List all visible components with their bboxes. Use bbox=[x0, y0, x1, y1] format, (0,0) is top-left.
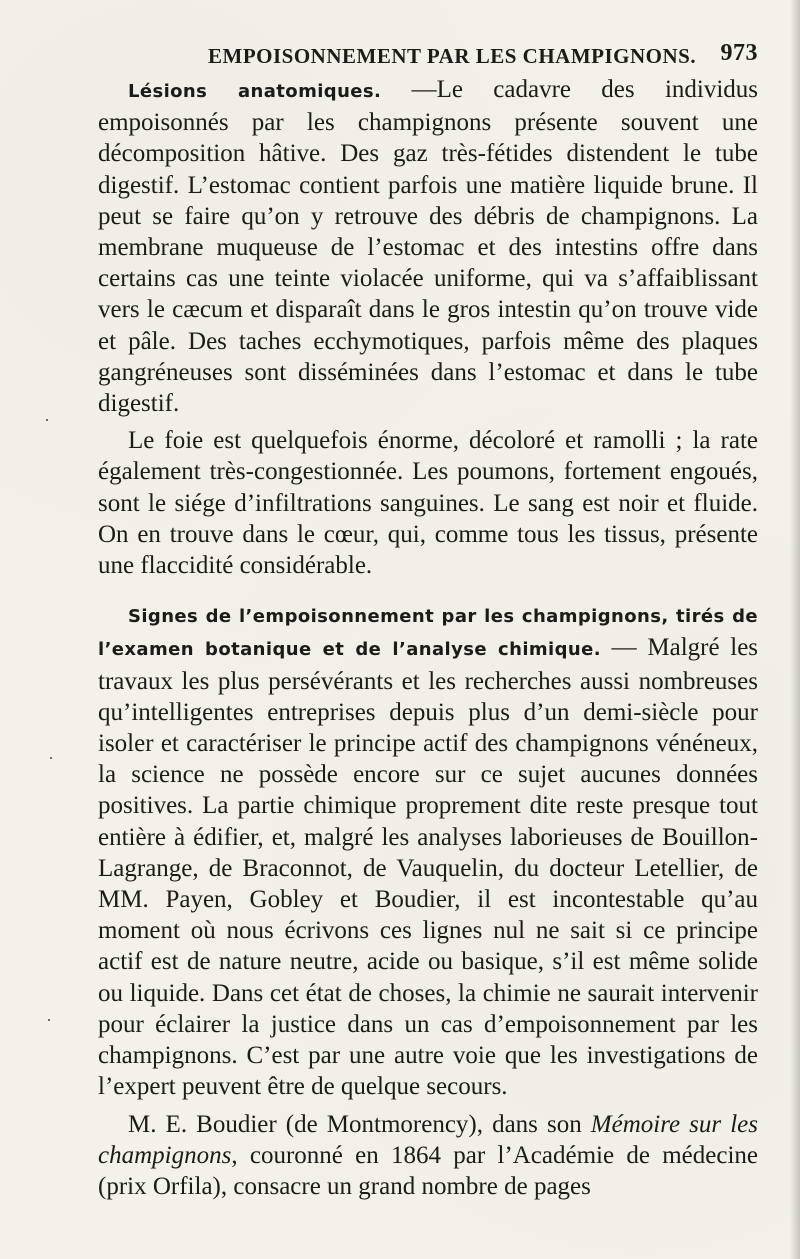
paragraph-text-lesions: Le cadavre des individus empoisonnés par les champignons présente souvent une décomposition hâtive. Des gaz très-fétides distendent le tube digestif. L’estomac contient parfois une matière liquide brune. Il peut se faire qu’on y retrouve des débris de champignons. La membrane muqueuse de l’estomac et des intestins offre dans certains cas une teinte violacée uniforme, qui va s’affaiblissant vers le cæcum et disparaît dans le gros intestin qu’on trouve vide et pâle. Des taches ecchymotiques, parfois même des plaques gangréneuses sont disséminées dans l’estomac et dans le tube digestif. bbox=[98, 76, 759, 418]
section-title-lesions: Lésions anatomiques. bbox=[128, 81, 382, 102]
dash-signes: — bbox=[600, 634, 637, 662]
page-header bbox=[98, 34, 758, 74]
section-title-signes: Signes de l’empoisonnement par les champignons, tirés de l’examen botanique et de l’analyse chimique. bbox=[98, 606, 758, 661]
paragraph-foie bbox=[98, 425, 758, 581]
paragraph-signes bbox=[98, 599, 758, 1102]
paragraph-lesions bbox=[98, 74, 758, 419]
paragraph-text-signes: Malgré les travaux les plus persévérants et les recherches aussi nombreuses qu’intelligentes entreprises depuis plus d’un demi-siècle pour isoler et caractériser le principe actif des champignons vénéneux, la science ne possède encore sur ce sujet aucunes données positives. La partie chimique proprement dite reste presque tout entière à édifier, et, malgré les analyses laborieuses de Bouillon-Lagrange, de Braconnot, de Vauquelin, du docteur Letellier, de MM. Payen, Gobley et Boudier, il est incontestable qu’au moment où nous écrivons ces lignes nul ne sait si ce principe actif est de nature neutre, acide ou basique, s’il est même solide ou liquide. Dans cet état de choses, la chimie ne saurait intervenir pour éclairer la justice dans un cas d’empoisonnement par les champignons. C’est par une autre voie que les investigations de l’expert peuvent être de quelque secours. bbox=[98, 634, 759, 1101]
paragraph-boudier bbox=[98, 1109, 758, 1203]
body-text bbox=[98, 74, 758, 1202]
page-edge-shadow bbox=[790, 0, 800, 1259]
dash-lesions: — bbox=[381, 76, 437, 103]
paragraph-text-boudier-after: , couronné en 1864 par l’Académie de médecine (prix Orfila), consacre un grand nombre de pages bbox=[98, 1141, 758, 1200]
running-head: EMPOISONNEMENT PAR LES CHAMPIGNONS. bbox=[208, 44, 697, 68]
page-number: 973 bbox=[720, 40, 758, 66]
margin-mark-1: · bbox=[44, 410, 50, 430]
memoire-title: Mémoire sur les champignons bbox=[98, 1110, 758, 1169]
paragraph-text-foie: Le foie est quelquefois énorme, décoloré et ramolli ; la rate également très-congestionnée. Les poumons, fortement engoués, sont le siége d’infiltrations sanguines. Le sang est noir et fluide. On en trouve dans le cœur, qui, comme tous les tissus, présente une flaccidité considérable. bbox=[98, 427, 758, 580]
margin-mark-2: · bbox=[48, 748, 54, 768]
paragraph-text-boudier-before: M. E. Boudier (de Montmorency), dans son bbox=[128, 1110, 591, 1138]
margin-mark-3: · bbox=[46, 1010, 52, 1030]
